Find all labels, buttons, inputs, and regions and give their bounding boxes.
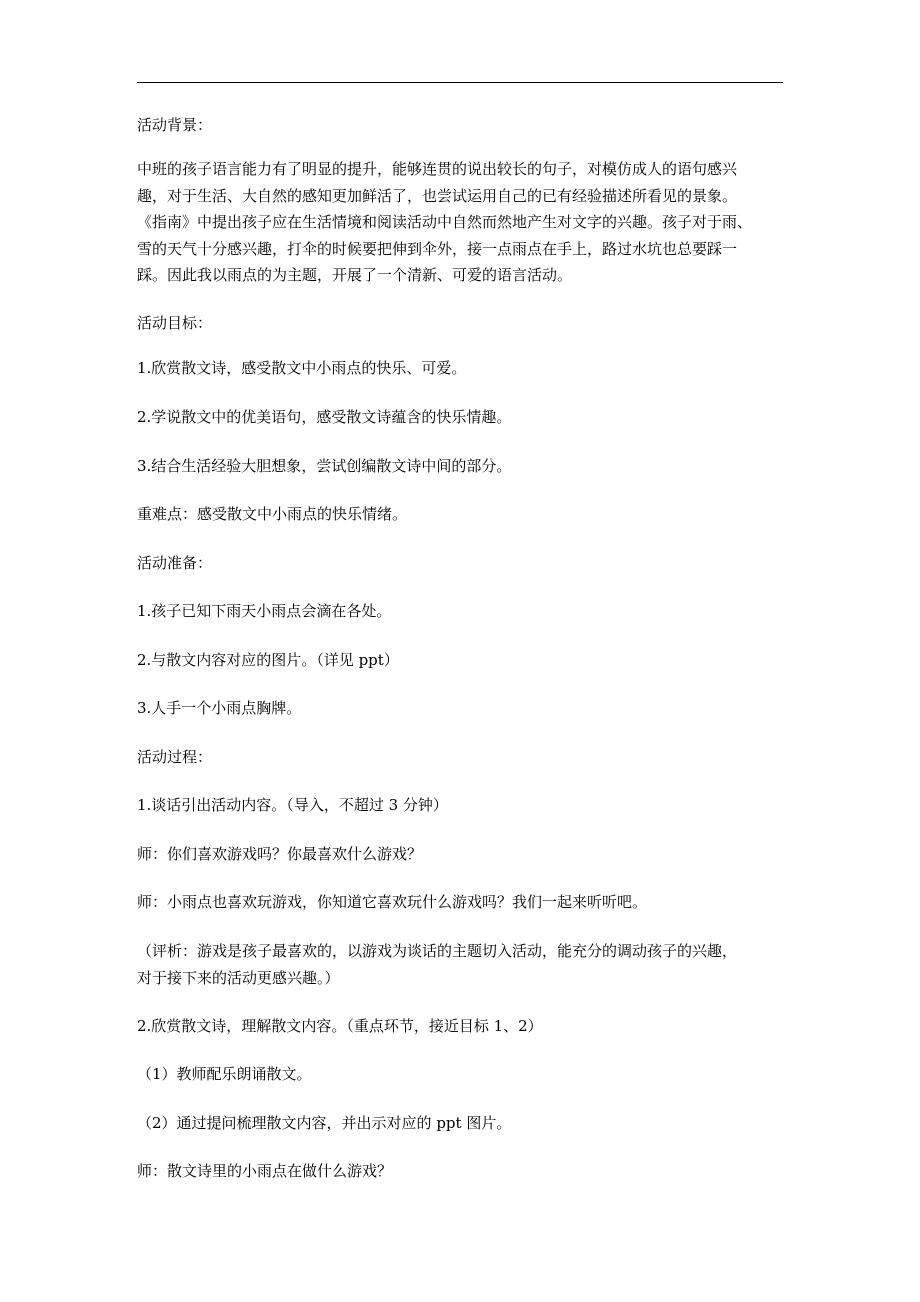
text-line: （1）教师配乐朗诵散文。 — [137, 1065, 312, 1083]
text-line: 3.人手一个小雨点胸牌。 — [137, 699, 302, 717]
text-line: 活动准备： — [137, 554, 213, 572]
header-rule — [137, 82, 783, 83]
para-background — [137, 156, 752, 289]
text-line: 2.与散文内容对应的图片。（详见 ppt） — [137, 651, 399, 669]
text-line: 活动背景： — [137, 116, 213, 134]
prep-3 — [137, 695, 301, 721]
text-line: 师：小雨点也喜欢玩游戏，你知道它喜欢玩什么游戏吗？我们一起来听听吧。 — [137, 893, 648, 911]
text-line: 活动目标： — [137, 314, 213, 332]
process-1 — [137, 792, 448, 818]
comment-1 — [137, 938, 737, 991]
process-2 — [137, 1013, 543, 1039]
text-line: （2）通过提问梳理散文内容，并出示对应的 ppt 图片。 — [137, 1114, 512, 1132]
process-2-step-2 — [137, 1110, 511, 1136]
text-line: 对于接下来的活动更感兴趣。） — [137, 968, 340, 987]
text-line: 活动过程： — [137, 748, 213, 766]
text-line: 踩。因此我以雨点的为主题，开展了一个清新、可爱的语言活动。 — [137, 266, 573, 284]
text-line: 雪的天气十分感兴趣，打伞的时候要把伸到伞外，接一点雨点在手上，路过水坑也总要踩一 — [137, 239, 738, 258]
prep-1 — [137, 598, 391, 624]
text-line: 趣，对于生活、大自然的感知更加鲜活了，也尝试运用自己的已有经验描述所看见的景象。 — [137, 186, 738, 205]
heading-background — [137, 112, 212, 138]
text-line: 1.欣赏散文诗，感受散文中小雨点的快乐、可爱。 — [137, 359, 467, 377]
heading-process — [137, 744, 212, 770]
key-points — [137, 501, 407, 527]
text-line: 2.学说散文中的优美语句，感受散文诗蕴含的快乐情趣。 — [137, 408, 512, 426]
heading-preparation — [137, 550, 212, 576]
prep-2 — [137, 647, 399, 673]
teacher-question-2 — [137, 889, 647, 915]
text-line: 师：散文诗里的小雨点在做什么游戏？ — [137, 1162, 393, 1180]
text-line: （评析：游戏是孩子最喜欢的，以游戏为谈话的主题切入活动，能充分的调动孩子的兴趣， — [137, 942, 738, 960]
goal-1 — [137, 355, 466, 381]
process-2-step-1 — [137, 1061, 312, 1087]
text-line: 2.欣赏散文诗，理解散文内容。（重点环节，接近目标 1、2） — [137, 1017, 543, 1035]
text-line: 3.结合生活经验大胆想象，尝试创编散文诗中间的部分。 — [137, 457, 512, 475]
text-line: 中班的孩子语言能力有了明显的提升，能够连贯的说出较长的句子，对模仿成人的语句感兴 — [137, 160, 738, 178]
text-line: 师：你们喜欢游戏吗？你最喜欢什么游戏？ — [137, 845, 423, 863]
text-line: 1.谈话引出活动内容。（导入，不超过 3 分钟） — [137, 796, 448, 814]
goal-3 — [137, 453, 511, 479]
text-line: 重难点：感受散文中小雨点的快乐情绪。 — [137, 505, 408, 523]
teacher-question-1 — [137, 841, 422, 867]
text-line: 《指南》中提出孩子应在生活情境和阅读活动中自然而然地产生对文字的兴趣。孩子对于雨、 — [137, 213, 753, 231]
text-line: 1.孩子已知下雨天小雨点会滴在各处。 — [137, 602, 392, 620]
heading-goals — [137, 310, 212, 336]
goal-2 — [137, 404, 511, 430]
teacher-question-3 — [137, 1158, 392, 1184]
